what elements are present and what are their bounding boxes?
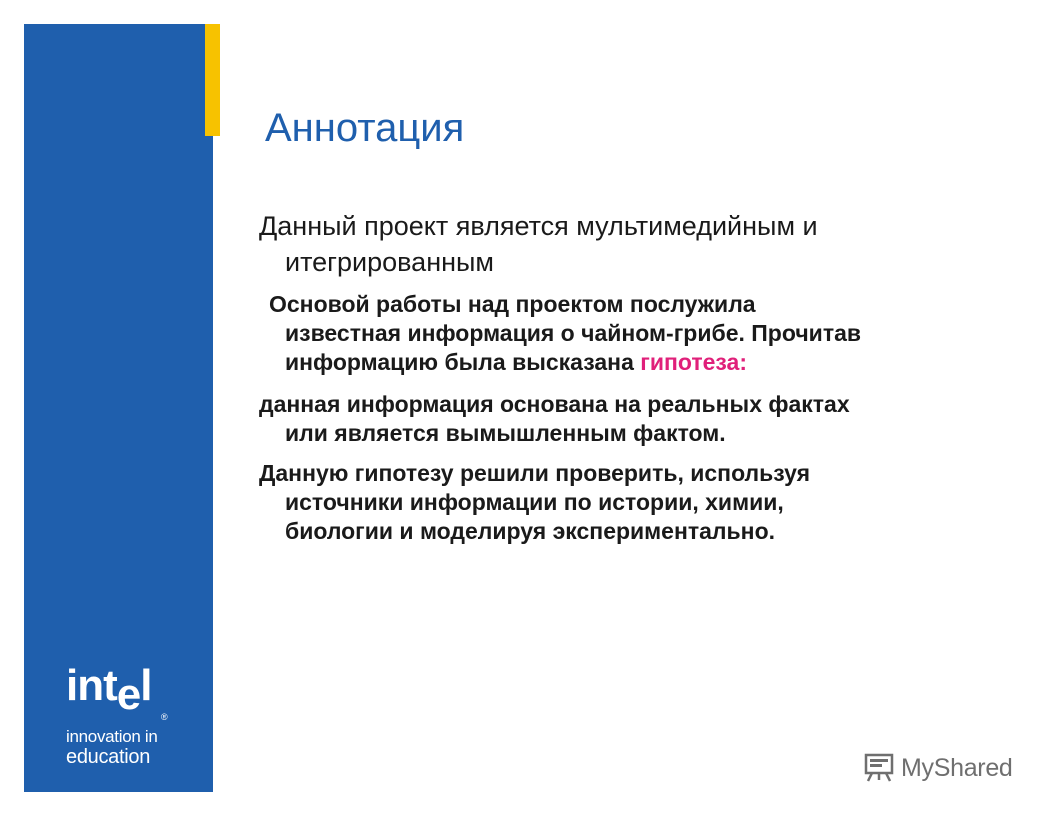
intel-tagline: innovation in education [66, 727, 158, 768]
presentation-board-icon [863, 753, 895, 783]
accent-bar [205, 24, 220, 136]
myshared-watermark [863, 753, 1013, 783]
paragraph-basis: Основой работы над проектом послужила известная информация о чайном-грибе. Прочитав информацию была высказана гипотеза: [269, 291, 862, 375]
watermark-text: MyShared [901, 754, 1013, 782]
intel-wordmark: intel ® [66, 662, 206, 714]
paragraph-method: Данную гипотезу решили проверить, используя источники информации по истории, химии, биологии и моделируя экспериментально. [259, 460, 811, 544]
intel-logo [66, 662, 206, 768]
registered-mark: ® [161, 712, 168, 722]
slide-title: Аннотация [265, 106, 465, 150]
paragraph-intro: Данный проект является мультимедийным и итегрированным [259, 211, 818, 277]
hypothesis-highlight: гипотеза: [640, 349, 747, 375]
paragraph-hypothesis: данная информация основана на реальных фактах или является вымышленным фактом. [259, 391, 850, 446]
